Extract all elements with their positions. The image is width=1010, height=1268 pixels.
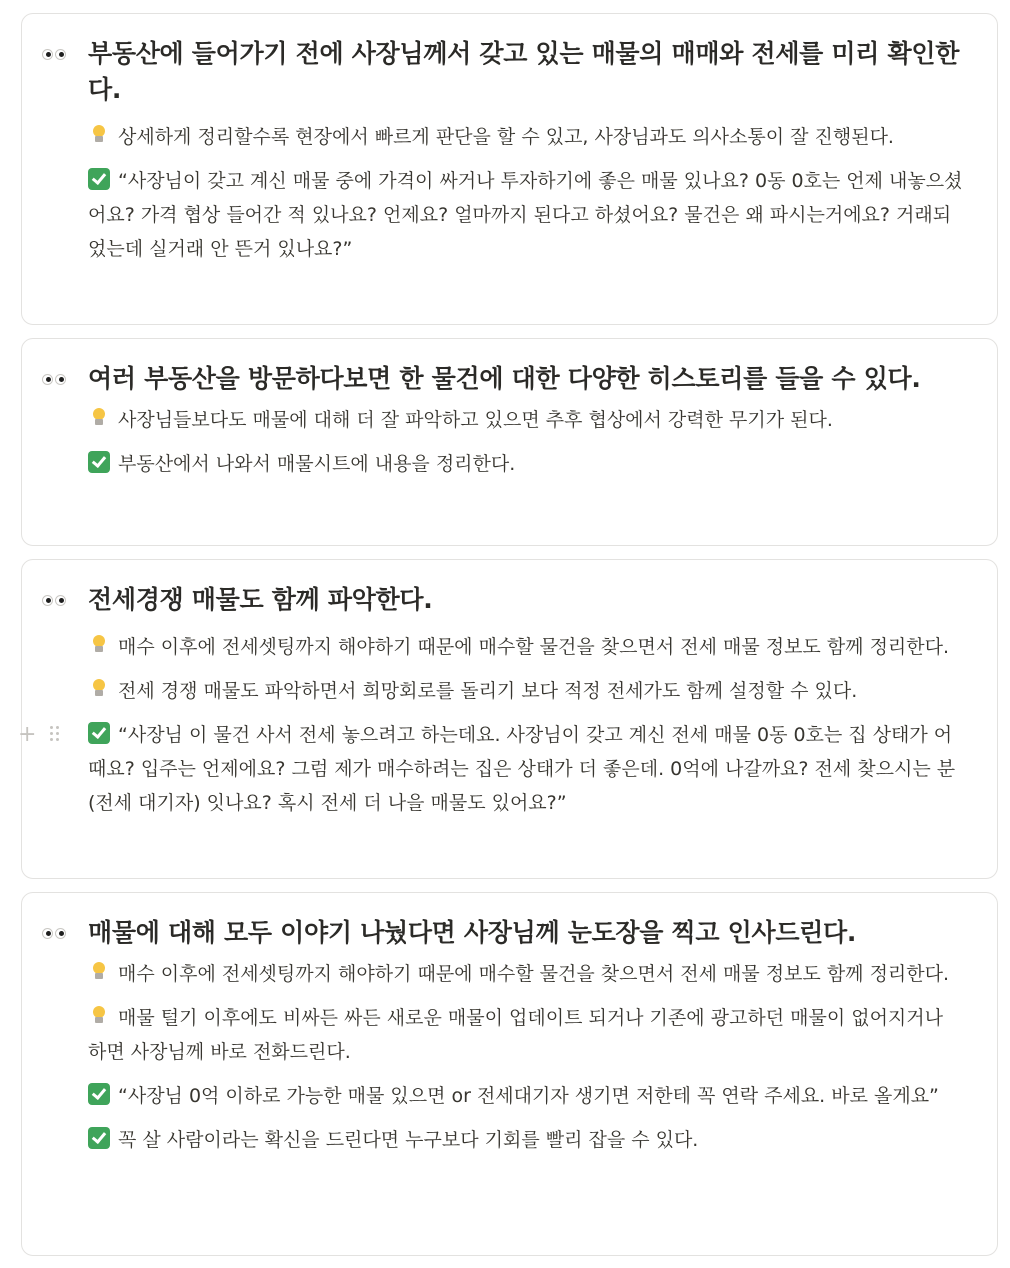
section-heading: 여러 부동산을 방문하다보면 한 물건에 대한 다양한 히스토리를 들을 수 있다. [88,364,921,393]
lightbulb-icon [88,678,110,700]
eyes-icon [42,926,68,940]
list-item [22,403,997,437]
item-text: 매수 이후에 전세셋팅까지 해야하기 때문에 매수할 물건을 찾으면서 전세 매물 정보도 함께 정리한다. [118,963,950,985]
section-heading-row [22,36,997,108]
section-heading-row [22,915,997,951]
eyes-icon [42,47,68,61]
section-heading-row [22,361,997,397]
lightbulb-icon [88,634,110,656]
add-block-icon[interactable]: + [18,722,37,747]
item-text: “사장님이 갖고 계신 매물 중에 가격이 싸거나 투자하기에 좋은 매물 있나요? 0동 0호는 언제 내놓으셨어요? 가격 협상 들어간 적 있나요? 언제요? 얼마까지 된다고 하셨어요? 물건은 왜 파시는거에요? 거래되었는데 실거래 안 뜬거 있나요?” [88,170,963,260]
list-item [22,1001,997,1069]
lightbulb-icon [88,1005,110,1027]
list-item [22,630,997,664]
list-item [22,674,997,708]
check-mark-icon [88,722,110,744]
check-mark-icon [88,1127,110,1149]
section-heading: 전세경쟁 매물도 함께 파악한다. [88,585,433,614]
lightbulb-icon [88,124,110,146]
section-heading: 매물에 대해 모두 이야기 나눴다면 사장님께 눈도장을 찍고 인사드린다. [88,918,857,947]
check-mark-icon [88,1083,110,1105]
section-heading-row [22,582,997,618]
list-item [22,1079,997,1113]
list-item [22,957,997,991]
drag-handle-icon[interactable] [50,726,62,744]
item-text: 전세 경쟁 매물도 파악하면서 희망회로를 돌리기 보다 적정 전세가도 함께 설정할 수 있다. [118,680,858,702]
item-text: “사장님 이 물건 사서 전세 놓으려고 하는데요. 사장님이 갖고 계신 전세 매물 0동 0호는 집 상태가 어때요? 입주는 언제에요? 그럼 제가 매수하려는 집은 상태가 더 좋은데. 0억에 나갈까요? 전세 찾으시는 분(전세 대기자) 잇나요? 혹시 전세 더 나을 매물도 있어요?” [88,724,956,814]
section-heading: 부동산에 들어가기 전에 사장님께서 갖고 있는 매물의 매매와 전세를 미리 확인한다. [88,39,960,104]
section-card-1 [21,13,998,325]
item-text: 상세하게 정리할수록 현장에서 빠르게 판단을 할 수 있고, 사장님과도 의사소통이 잘 진행된다. [118,126,894,148]
lightbulb-icon [88,407,110,429]
section-card-2 [21,338,998,546]
list-item [22,447,997,481]
list-item [18,718,997,820]
list-item [22,164,997,266]
lightbulb-icon [88,961,110,983]
eyes-icon [42,593,68,607]
block-drag-handle[interactable] [18,724,70,746]
item-text: 매물 털기 이후에도 비싸든 싸든 새로운 매물이 업데이트 되거나 기존에 광고하던 매물이 없어지거나 하면 사장님께 바로 전화드린다. [88,1007,943,1063]
item-text: “사장님 0억 이하로 가능한 매물 있으면 or 전세대기자 생기면 저한테 꼭 연락 주세요. 바로 올게요” [118,1085,939,1107]
item-text: 부동산에서 나와서 매물시트에 내용을 정리한다. [118,453,516,475]
eyes-icon [42,372,68,386]
item-text: 사장님들보다도 매물에 대해 더 잘 파악하고 있으면 추후 협상에서 강력한 무기가 된다. [118,409,833,431]
section-card-4 [21,892,998,1256]
item-text: 꼭 살 사람이라는 확신을 드린다면 누구보다 기회를 빨리 잡을 수 있다. [118,1129,699,1151]
check-mark-icon [88,168,110,190]
check-mark-icon [88,451,110,473]
list-item [22,1123,997,1157]
section-card-3 [18,559,998,879]
item-text: 매수 이후에 전세셋팅까지 해야하기 때문에 매수할 물건을 찾으면서 전세 매물 정보도 함께 정리한다. [118,636,950,658]
list-item [22,120,997,154]
